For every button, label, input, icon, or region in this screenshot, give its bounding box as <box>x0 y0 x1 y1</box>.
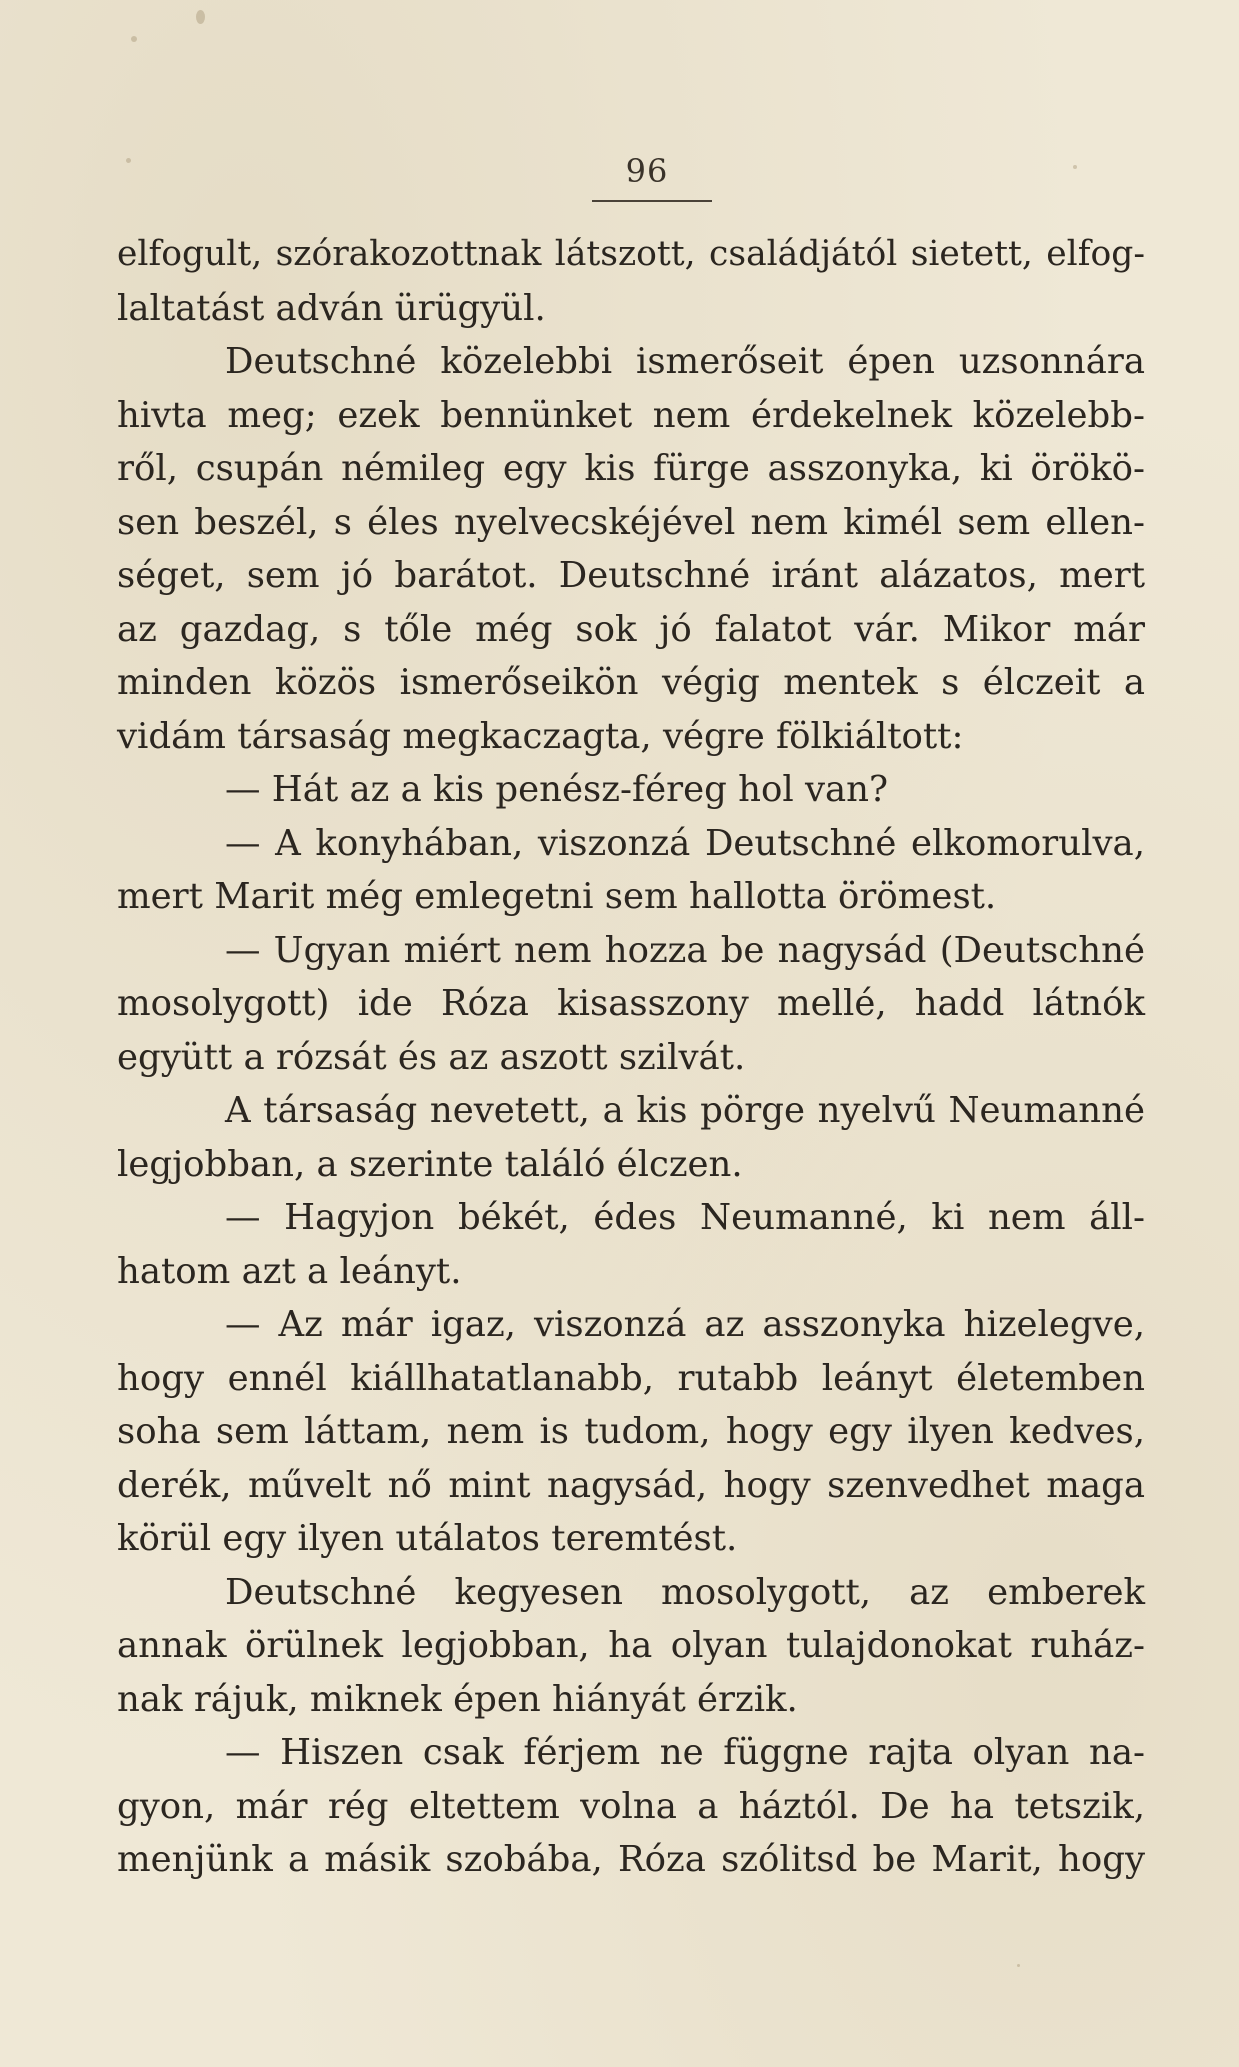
text-line: Deutschné kegyesen mosolygott, az emberek <box>225 1571 1145 1613</box>
text-line: gyon, már rég eltettem volna a háztól. De ha tetszik, <box>117 1785 1145 1827</box>
text-line: menjünk a másik szobába, Róza szólitsd be Marit, hogy <box>117 1839 1145 1880</box>
page-number-rule <box>592 200 712 202</box>
text-line: ről, csupán némileg egy kis fürge asszonyka, ki örökö- <box>117 448 1145 489</box>
paper-stain <box>131 36 137 42</box>
text-line: minden közös ismerőseikön végig mentek s élczeit a <box>117 662 1145 703</box>
text-line: — Hagyjon békét, édes Neumanné, ki nem áll- <box>225 1197 1145 1238</box>
text-line: együtt a rózsát és az aszott szilvát. <box>117 1036 746 1078</box>
text-line: hogy ennél kiállhatatlanabb, rutabb leányt életemben <box>117 1357 1145 1399</box>
text-line: vidám társaság megkaczagta, végre fölkiáltott: <box>117 715 964 757</box>
text-line: mosolygott) ide Róza kisasszony mellé, hadd látnók <box>117 983 1145 1024</box>
body-text <box>117 228 1145 1887</box>
text-line: legjobban, a szerinte találó élczen. <box>117 1143 743 1185</box>
text-line: — Hiszen csak férjem ne függne rajta olyan na- <box>225 1732 1145 1773</box>
text-line: elfogult, szórakozottnak látszott, családjától sietett, elfog- <box>117 234 1145 274</box>
text-line: annak örülnek legjobban, ha olyan tulajdonokat ruház- <box>117 1625 1145 1666</box>
page-number: 96 <box>625 152 669 190</box>
text-line: — Az már igaz, viszonzá az asszonyka hizelegve, <box>225 1304 1145 1345</box>
text-line: soha sem láttam, nem is tudom, hogy egy ilyen kedves, <box>117 1411 1145 1452</box>
text-line: — Ugyan miért nem hozza be nagysád (Deutschné <box>225 929 1145 971</box>
text-line: az gazdag, s tőle még sok jó falatot vár. Mikor már <box>117 608 1145 650</box>
paper-stain <box>196 10 205 24</box>
text-line: mert Marit még emlegetni sem hallotta örömest. <box>117 876 997 917</box>
text-line: séget, sem jó barátot. Deutschné iránt alázatos, mert <box>117 555 1145 596</box>
text-line: A társaság nevetett, a kis pörge nyelvű Neumanné <box>225 1090 1145 1131</box>
text-line: laltatást adván ürügyül. <box>117 287 546 329</box>
text-line: — A konyhában, viszonzá Deutschné elkomorulva, <box>225 822 1145 864</box>
paper-stain <box>1073 165 1077 169</box>
text-line: derék, művelt nő mint nagysád, hogy szenvedhet maga <box>117 1464 1145 1506</box>
text-line: hatom azt a leányt. <box>117 1250 462 1292</box>
text-line: — Hát az a kis penész-féreg hol van? <box>225 769 889 810</box>
paper-stain <box>1017 1964 1020 1967</box>
text-line: sen beszél, s éles nyelvecskéjével nem kimél sem ellen- <box>117 501 1145 543</box>
text-line: körül egy ilyen utálatos teremtést. <box>117 1518 738 1559</box>
text-line: Deutschné közelebbi ismerőseit épen uzsonnára <box>225 341 1145 382</box>
text-line: hivta meg; ezek bennünket nem érdekelnek közelebb- <box>117 394 1145 436</box>
paper-stain <box>126 158 131 163</box>
text-line: nak rájuk, miknek épen hiányát érzik. <box>117 1678 798 1720</box>
